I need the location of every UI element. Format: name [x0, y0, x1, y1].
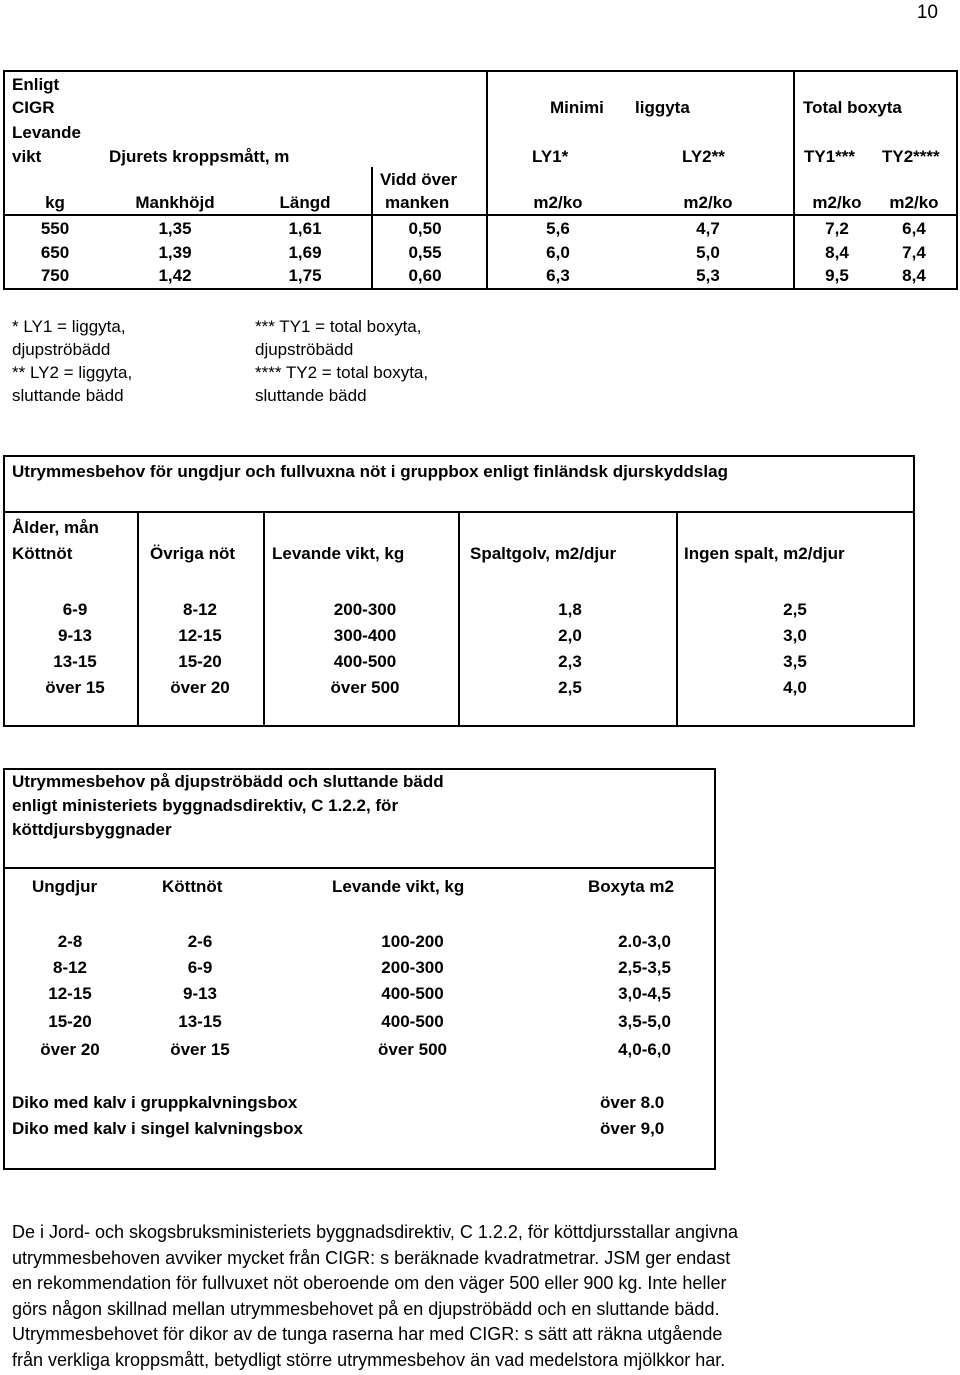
note-ly1-b: djupströbädd — [12, 340, 111, 359]
finnish-title: Utrymmesbehov för ungdjur och fullvuxna nöt i gruppbox enligt finländsk djurskyddslag — [12, 462, 728, 481]
cigr-header-manken: manken — [385, 193, 450, 212]
finnish-cell: 2,0 — [558, 626, 582, 645]
ministry-cell: över 15 — [170, 1040, 230, 1059]
ministry-vline — [714, 768, 716, 1170]
cigr-cell: 550 — [40, 219, 70, 238]
cigr-col-ty1-unit: m2/ko — [812, 193, 862, 212]
finnish-cell: 2,5 — [558, 678, 582, 697]
cigr-header-vikt: vikt — [12, 147, 42, 166]
cigr-cell: 750 — [40, 266, 70, 285]
paragraph-line: utrymmesbehoven avviker mycket från CIGR: s beräknade kvadratmetrar. JSM ger endast — [12, 1247, 731, 1268]
ministry-cell: över 20 — [40, 1040, 100, 1059]
cigr-header-ty1: TY1*** — [804, 147, 856, 166]
finnish-col-vikt: Levande vikt, kg — [272, 544, 405, 563]
cigr-vline — [793, 70, 795, 290]
cigr-cell: 1,42 — [158, 266, 192, 285]
cigr-header-cigr: CIGR — [12, 98, 55, 117]
cigr-cell: 9,5 — [825, 266, 849, 285]
cigr-header-enligt: Enligt — [12, 75, 60, 94]
ministry-cell: 9-13 — [182, 984, 218, 1003]
page-number: 10 — [916, 2, 938, 23]
ministry-cell: 400-500 — [381, 1012, 444, 1031]
cigr-cell: 4,7 — [696, 219, 720, 238]
cigr-cell: 1,61 — [288, 219, 322, 238]
ministry-cell: 2-6 — [187, 932, 213, 951]
cigr-cell: 0,50 — [408, 219, 442, 238]
diko-single-label: Diko med kalv i singel kalvningsbox — [12, 1119, 303, 1138]
finnish-age-label: Ålder, mån — [12, 518, 99, 537]
cigr-header-ly2: LY2** — [682, 147, 725, 166]
ministry-cell: 400-500 — [381, 984, 444, 1003]
ministry-cell: 15-20 — [48, 1012, 92, 1031]
finnish-col-spalt: Spaltgolv, m2/djur — [470, 544, 617, 563]
diko-group-value: över 8.0 — [600, 1093, 665, 1112]
ministry-cell: 100-200 — [381, 932, 444, 951]
ministry-cell: 3,5-5,0 — [618, 1012, 671, 1031]
paragraph-line: görs någon skillnad mellan utrymmesbehovet på en djupströbädd och en sluttande bädd. — [12, 1298, 720, 1319]
paragraph-line: en rekommendation för fullvuxet nöt oberoende om den väger 500 eller 900 kg. Inte heller — [12, 1273, 727, 1293]
note-ty2-b: sluttande bädd — [255, 386, 367, 405]
cigr-cell: 1,69 — [288, 243, 322, 262]
ministry-col-kottnot: Köttnöt — [162, 877, 223, 896]
cigr-col-mankhojd: Mankhöjd — [135, 193, 215, 212]
cigr-cell: 1,39 — [158, 243, 192, 262]
ministry-cell: 2,5-3,5 — [618, 958, 671, 977]
ministry-col-boxyta: Boxyta m2 — [588, 877, 674, 896]
finnish-cell: 15-20 — [178, 652, 222, 671]
ministry-cell: 200-300 — [381, 958, 444, 977]
finnish-cell: över 20 — [170, 678, 230, 697]
finnish-cell: 9-13 — [57, 626, 93, 645]
ministry-title-1: Utrymmesbehov på djupströbädd och sluttande bädd — [12, 772, 444, 791]
ministry-cell: 4,0-6,0 — [618, 1040, 671, 1059]
ministry-hline — [3, 867, 716, 869]
paragraph-line: De i Jord- och skogsbruksministeriets byggnadsdirektiv, C 1.2.2, för köttdjursstallar angivna — [12, 1222, 738, 1242]
cigr-cell: 5,3 — [696, 266, 720, 285]
cigr-header-vidd: Vidd över — [380, 170, 458, 189]
cigr-cell: 6,3 — [546, 266, 570, 285]
ministry-cell: 3,0-4,5 — [618, 984, 671, 1003]
explanatory-paragraph — [12, 1220, 952, 1373]
cigr-col-ly1-unit: m2/ko — [533, 193, 583, 212]
finnish-cell: 1,8 — [558, 600, 582, 619]
finnish-cell: 2,5 — [783, 600, 807, 619]
ministry-col-vikt: Levande vikt, kg — [332, 877, 465, 896]
cigr-cell: 5,6 — [546, 219, 570, 238]
ministry-cell: 2-8 — [57, 932, 83, 951]
cigr-vline — [371, 167, 373, 290]
finnish-vline — [263, 511, 265, 727]
finnish-cell: 200-300 — [333, 600, 397, 619]
cigr-col-kg: kg — [45, 193, 65, 212]
finnish-cell: 13-15 — [53, 652, 97, 671]
cigr-col-langd: Längd — [279, 193, 331, 212]
finnish-cell: över 15 — [45, 678, 105, 697]
note-ty1-b: djupströbädd — [255, 340, 354, 359]
cigr-cell: 7,4 — [902, 243, 926, 262]
finnish-cell: över 500 — [330, 678, 400, 697]
finnish-cell: 3,0 — [783, 626, 807, 645]
note-ty1: *** TY1 = total boxyta, — [255, 317, 422, 336]
cigr-cell: 0,60 — [408, 266, 442, 285]
ministry-col-ungdjur: Ungdjur — [32, 877, 98, 896]
finnish-vline — [137, 511, 139, 727]
cigr-header-levande: Levande — [12, 123, 81, 142]
cigr-cell: 0,55 — [408, 243, 442, 262]
ministry-cell: 13-15 — [178, 1012, 222, 1031]
note-ty2: **** TY2 = total boxyta, — [255, 363, 429, 382]
cigr-hline — [3, 214, 958, 216]
cigr-cell: 7,2 — [825, 219, 849, 238]
cigr-cell: 5,0 — [696, 243, 720, 262]
finnish-cell: 8-12 — [182, 600, 218, 619]
paragraph-line: från verkliga kroppsmått, betydligt större utrymmesbehov än vad medelstora mjölkkor har. — [12, 1349, 726, 1370]
finnish-cell: 400-500 — [333, 652, 397, 671]
finnish-cell: 12-15 — [178, 626, 222, 645]
cigr-cell: 6,0 — [546, 243, 570, 262]
cigr-header-body-dims: Djurets kroppsmått, m — [109, 147, 290, 166]
cigr-header-ty2: TY2**** — [882, 147, 940, 166]
finnish-cell: 2,3 — [558, 652, 582, 671]
ministry-title-2: enligt ministeriets byggnadsdirektiv, C 1.2.2, för — [12, 796, 399, 815]
diko-single-value: över 9,0 — [600, 1119, 665, 1138]
finnish-col-ingen-spalt: Ingen spalt, m2/djur — [684, 544, 845, 563]
cigr-cell: 1,35 — [158, 219, 192, 238]
finnish-col-ovriga: Övriga nöt — [150, 544, 236, 563]
ministry-cell: över 500 — [378, 1040, 447, 1059]
cigr-cell: 8,4 — [825, 243, 849, 262]
finnish-cell: 6-9 — [62, 600, 88, 619]
cigr-cell: 8,4 — [902, 266, 926, 285]
ministry-cell: 8-12 — [52, 958, 88, 977]
ministry-cell: 6-9 — [187, 958, 213, 977]
finnish-vline — [676, 511, 678, 727]
note-ly2-b: sluttande bädd — [12, 386, 124, 405]
finnish-vline — [458, 511, 460, 727]
cigr-cell: 6,4 — [902, 219, 926, 238]
paragraph-line: Utrymmesbehovet för dikor av de tunga raserna har med CIGR: s sätt att räkna utgående — [12, 1324, 723, 1344]
cigr-header-liggyta: liggyta — [635, 98, 690, 117]
cigr-cell: 650 — [40, 243, 70, 262]
cigr-col-ty2-unit: m2/ko — [889, 193, 939, 212]
finnish-cell: 4,0 — [783, 678, 807, 697]
finnish-col-kottnot: Köttnöt — [12, 544, 73, 563]
ministry-title-3: köttdjursbyggnader — [12, 820, 172, 839]
cigr-header-minimi: Minimi — [550, 98, 604, 117]
cigr-header-ly1: LY1* — [532, 147, 569, 166]
finnish-cell: 300-400 — [333, 626, 397, 645]
finnish-cell: 3,5 — [783, 652, 807, 671]
ministry-cell: 12-15 — [48, 984, 92, 1003]
cigr-col-ly2-unit: m2/ko — [683, 193, 733, 212]
cigr-cell: 1,75 — [288, 266, 322, 285]
note-ly1: * LY1 = liggyta, — [12, 317, 126, 336]
cigr-header-total-boxyta: Total boxyta — [803, 98, 902, 117]
note-ly2: ** LY2 = liggyta, — [12, 363, 133, 382]
cigr-vline — [486, 70, 488, 290]
diko-group-label: Diko med kalv i gruppkalvningsbox — [12, 1093, 298, 1112]
ministry-cell: 2.0-3,0 — [618, 932, 671, 951]
